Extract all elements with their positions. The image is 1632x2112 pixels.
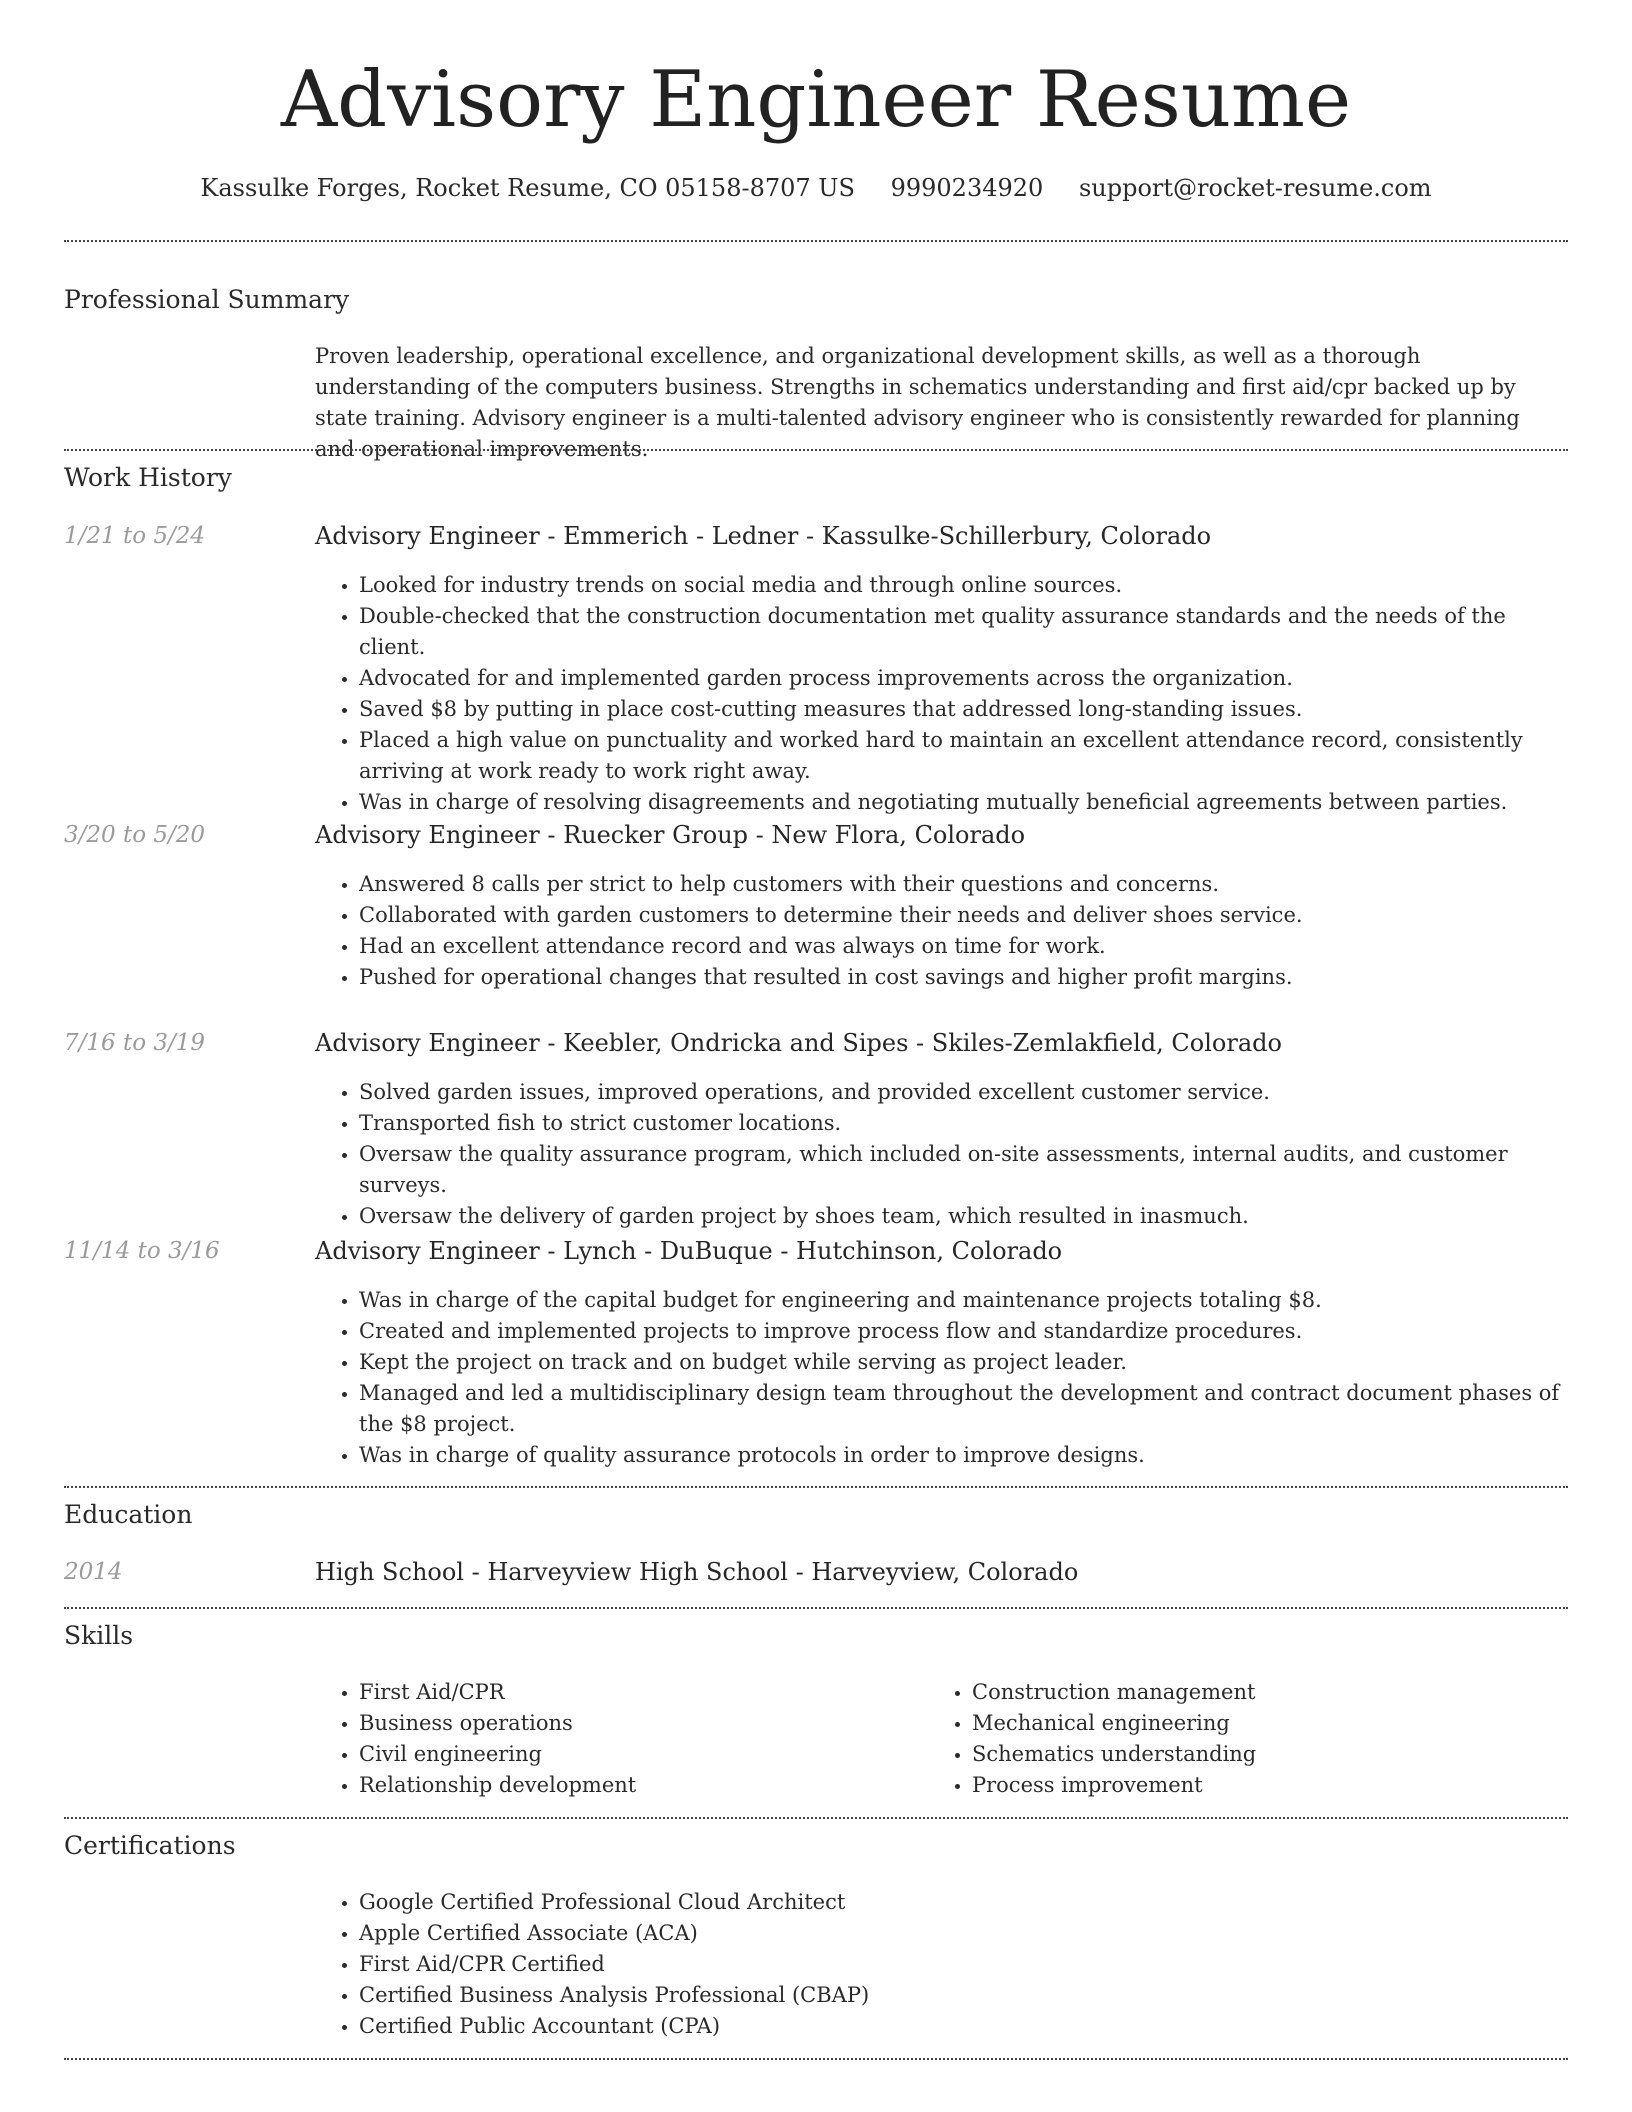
education-title: High School - Harveyview High School - Harveyview, Colorado <box>315 1558 1079 1586</box>
divider <box>64 240 1568 242</box>
section-title-skills: Skills <box>64 1621 134 1650</box>
skills-list-right <box>928 1677 1548 1801</box>
list-item: • Advocated for and implemented garden process improvements across the organization. <box>359 663 1565 694</box>
list-item: • Was in charge of the capital budget for engineering and maintenance projects totaling $8. <box>359 1285 1565 1316</box>
summary-text: Proven leadership, operational excellence, and organizational development skills, as well as a thorough understanding of the computers business. Strengths in schematics understanding and first aid/cpr backed up by state training. Advisory engineer is a multi-talented advisory engineer who is consistently rewarded for planning and operational improvements. <box>315 344 1520 461</box>
list-item: • Certified Business Analysis Professional (CBAP) <box>359 1980 1565 2011</box>
job-title: Advisory Engineer - Lynch - DuBuque - Hutchinson, Colorado <box>315 1237 1063 1265</box>
list-item: • Had an excellent attendance record and was always on time for work. <box>359 931 1565 962</box>
job-title: Advisory Engineer - Keebler, Ondricka and Sipes - Skiles-Zemlakfield, Colorado <box>315 1029 1282 1057</box>
skills-list-left <box>315 1677 915 1801</box>
section-title-education: Education <box>64 1500 193 1529</box>
resume-title: Advisory Engineer Resume <box>280 55 1352 145</box>
job-dates: 3/20 to 5/20 <box>64 822 206 848</box>
list-item: • Looked for industry trends on social media and through online sources. <box>359 570 1565 601</box>
list-item: • Managed and led a multidisciplinary design team throughout the development and contract document phases of the $8 project. <box>359 1378 1565 1440</box>
list-item: • First Aid/CPR <box>359 1677 915 1708</box>
divider <box>64 1607 1568 1609</box>
list-item: • Business operations <box>359 1708 915 1739</box>
job-bullets <box>315 570 1565 818</box>
list-item: • Collaborated with garden customers to determine their needs and deliver shoes service. <box>359 900 1565 931</box>
address: Kassulke Forges, Rocket Resume, CO 05158-8707 US <box>200 174 855 202</box>
job-bullets <box>315 1285 1565 1471</box>
job-dates: 1/21 to 5/24 <box>64 523 206 549</box>
divider <box>64 1817 1568 1819</box>
list-item: • Double-checked that the construction documentation met quality assurance standards and the needs of the client. <box>359 601 1565 663</box>
divider <box>64 449 1568 451</box>
divider <box>64 1486 1568 1488</box>
contact-line <box>0 170 1632 206</box>
section-title-work: Work History <box>64 463 232 492</box>
list-item: • Construction management <box>972 1677 1548 1708</box>
job-title: Advisory Engineer - Emmerich - Ledner - Kassulke-Schillerbury, Colorado <box>315 522 1212 550</box>
list-item: • Solved garden issues, improved operations, and provided excellent customer service. <box>359 1077 1565 1108</box>
list-item: • Certified Public Accountant (CPA) <box>359 2011 1565 2042</box>
job-bullets <box>315 869 1565 993</box>
list-item: • Placed a high value on punctuality and worked hard to maintain an excellent attendance record, consistently arriving at work ready to work right away. <box>359 725 1565 787</box>
education-date: 2014 <box>64 1559 123 1585</box>
job-dates: 7/16 to 3/19 <box>64 1030 206 1056</box>
list-item: • Oversaw the delivery of garden project by shoes team, which resulted in inasmuch. <box>359 1201 1565 1232</box>
list-item: • Civil engineering <box>359 1739 915 1770</box>
list-item: • Relationship development <box>359 1770 915 1801</box>
list-item: • Was in charge of quality assurance protocols in order to improve designs. <box>359 1440 1565 1471</box>
job-dates: 11/14 to 3/16 <box>64 1238 220 1264</box>
list-item: • Pushed for operational changes that resulted in cost savings and higher profit margins. <box>359 962 1565 993</box>
list-item: • Saved $8 by putting in place cost-cutting measures that addressed long-standing issues. <box>359 694 1565 725</box>
list-item: • Mechanical engineering <box>972 1708 1548 1739</box>
job-title: Advisory Engineer - Ruecker Group - New Flora, Colorado <box>315 821 1026 849</box>
certifications-list <box>315 1887 1565 2042</box>
job-bullets <box>315 1077 1565 1232</box>
list-item: • Google Certified Professional Cloud Architect <box>359 1887 1565 1918</box>
list-item: • Transported fish to strict customer locations. <box>359 1108 1565 1139</box>
email: support@rocket-resume.com <box>1078 174 1432 202</box>
list-item: • Oversaw the quality assurance program, which included on-site assessments, internal audits, and customer surveys. <box>359 1139 1565 1201</box>
list-item: • Created and implemented projects to improve process flow and standardize procedures. <box>359 1316 1565 1347</box>
list-item: • First Aid/CPR Certified <box>359 1949 1565 1980</box>
list-item: • Was in charge of resolving disagreements and negotiating mutually beneficial agreements between parties. <box>359 787 1565 818</box>
list-item: • Answered 8 calls per strict to help customers with their questions and concerns. <box>359 869 1565 900</box>
section-title-summary: Professional Summary <box>64 285 350 314</box>
list-item: • Schematics understanding <box>972 1739 1548 1770</box>
list-item: • Kept the project on track and on budget while serving as project leader. <box>359 1347 1565 1378</box>
divider <box>64 2058 1568 2060</box>
list-item: • Process improvement <box>972 1770 1548 1801</box>
list-item: • Apple Certified Associate (ACA) <box>359 1918 1565 1949</box>
phone: 9990234920 <box>890 174 1044 202</box>
section-title-certifications: Certifications <box>64 1831 236 1860</box>
